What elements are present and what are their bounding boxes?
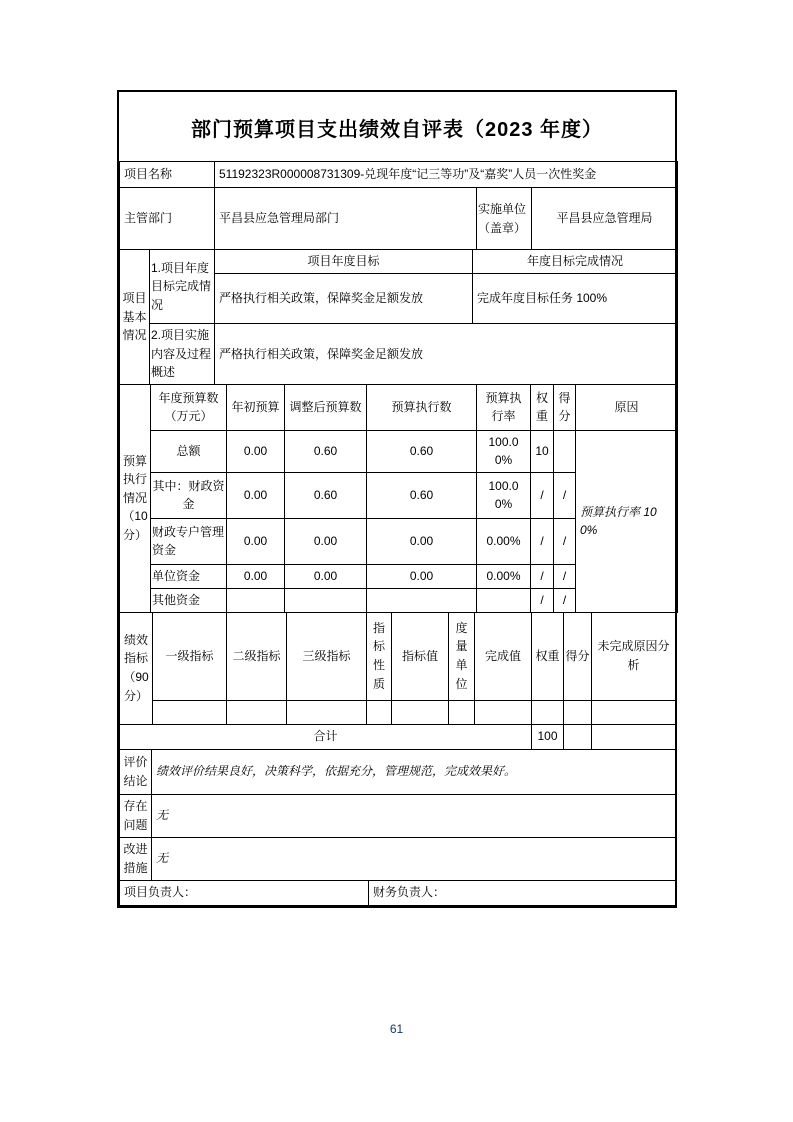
perf-empty-cell [392,700,449,724]
budget-cell [477,588,531,612]
perf-empty-cell [287,700,367,724]
table-row [120,749,676,794]
goal-header-cell: 项目年度目标 [215,250,473,274]
budget-cell: / [554,588,576,612]
budget-cell: 10 [531,430,554,472]
budget-header-executed: 预算执行数 [367,384,477,430]
budget-cell: 100.00% [477,430,531,472]
unit-label-cell: 实施单位 （盖章） [477,188,532,250]
budget-cell [285,588,367,612]
budget-reason-cell: 预算执行率 100% [576,430,678,612]
budget-cell: / [554,472,576,518]
table-row [120,162,678,188]
budget-cell: 0.00 [367,518,477,564]
perf-header-level1: 一级指标 [153,612,227,700]
table-row [120,188,678,250]
budget-header-reason: 原因 [576,384,678,430]
budget-row-label: 单位资金 [151,564,227,588]
measures-text-cell: 无 [152,837,676,880]
budget-cell: / [531,564,554,588]
budget-cell [554,430,576,472]
perf-header-level3: 三级指标 [287,612,367,700]
total-reason-cell [592,724,676,749]
signature-table [119,880,676,906]
unit-value-cell: 平昌县应急管理局 [532,188,678,250]
measures-label-cell: 改进措施 [120,837,152,880]
perf-empty-cell [532,700,564,724]
budget-cell: 100.00% [477,472,531,518]
budget-header-score: 得分 [554,384,576,430]
budget-cell: 0.00 [367,564,477,588]
signature-row [120,880,676,905]
perf-empty-cell [367,700,392,724]
project-leader-cell: 项目负责人： [120,880,369,905]
perf-header-value: 指标值 [392,612,449,700]
budget-header-weight: 权重 [531,384,554,430]
budget-cell: 0.00% [477,564,531,588]
conclusion-label-cell: 评价结论 [120,749,152,794]
project-name-label-cell: 项目名称 [120,162,215,188]
problems-text-cell: 无 [152,794,676,837]
total-weight-cell: 100 [532,724,564,749]
basic-row2-label-cell: 2.项目实施内容及过程概述 [150,324,215,385]
dept-value-cell: 平昌县应急管理局部门 [215,188,477,250]
perf-header-weight: 权重 [532,612,564,700]
budget-cell: 0.00 [285,564,367,588]
budget-cell: / [531,518,554,564]
total-table [119,724,676,750]
budget-cell: 0.60 [367,430,477,472]
perf-empty-cell [449,700,475,724]
self-evaluation-table [117,90,677,908]
table-row [120,250,678,274]
budget-header-adjusted: 调整后预算数 [285,384,367,430]
total-row [120,724,676,749]
perf-empty-cell [475,700,532,724]
summary-table [119,749,676,881]
budget-row-label: 其他资金 [151,588,227,612]
perf-empty-cell [564,700,592,724]
total-label-cell: 合计 [120,724,532,749]
budget-cell: / [531,588,554,612]
perf-empty-cell [592,700,676,724]
total-score-cell [564,724,592,749]
budget-cell: / [554,518,576,564]
budget-cell: 0.00% [477,518,531,564]
goal-value-cell: 严格执行相关政策，保障奖金足额发放 [215,274,473,324]
perf-header-level2: 二级指标 [227,612,287,700]
budget-header-rate: 预算执行率 [477,384,531,430]
table-row [120,837,676,880]
perf-empty-cell [227,700,287,724]
budget-row-label: 总额 [151,430,227,472]
budget-table [119,384,678,613]
budget-cell: 0.60 [285,472,367,518]
budget-row [120,430,678,472]
budget-cell: 0.00 [227,564,285,588]
finance-leader-cell: 财务负责人： [369,880,676,905]
perf-header-unit: 度量单位 [449,612,475,700]
conclusion-text-cell: 绩效评价结果良好，决策科学，依据充分，管理规范，完成效果好。 [152,749,676,794]
budget-cell: 0.60 [367,472,477,518]
budget-cell [227,588,285,612]
performance-empty-row [120,700,676,724]
basic-section-label-cell: 项目基本情况 [120,250,150,385]
budget-header-annual: 年度预算数（万元） [151,384,227,430]
budget-row-label: 财政专户管理资金 [151,518,227,564]
table-row [120,794,676,837]
project-name-value-cell: 51192323R000008731309-兑现年度“记三等功”及“嘉奖”人员一次性奖金 [215,162,678,188]
performance-header-row [120,612,676,700]
perf-section-label-cell: 绩效指标（90分） [120,612,153,724]
perf-header-completion: 完成值 [475,612,532,700]
table-title: 部门预算项目支出绩效自评表（2023 年度） [190,118,604,141]
budget-cell: / [554,564,576,588]
perf-empty-cell [153,700,227,724]
problems-label-cell: 存在问题 [120,794,152,837]
info-table [119,161,678,250]
table-row [120,324,678,385]
budget-row-label: 其中：财政资金 [151,472,227,518]
page-number: 61 [389,1022,404,1036]
perf-header-score: 得分 [564,612,592,700]
dept-label-cell: 主管部门 [120,188,215,250]
budget-header-row [120,384,678,430]
implementation-value-cell: 严格执行相关政策，保障奖金足额发放 [215,324,678,385]
performance-table [119,612,676,725]
budget-cell: 0.00 [227,430,285,472]
budget-cell: / [531,472,554,518]
budget-cell: 0.60 [285,430,367,472]
perf-header-nature: 指标性质 [367,612,392,700]
budget-cell: 0.00 [227,518,285,564]
basic-info-table [119,249,678,385]
perf-header-reason: 未完成原因分析 [592,612,676,700]
budget-header-initial: 年初预算 [227,384,285,430]
budget-cell: 0.00 [285,518,367,564]
budget-section-label-cell: 预算执行情况（10分） [120,384,151,612]
basic-row1-label-cell: 1.项目年度目标完成情况 [150,250,215,324]
completion-value-cell: 完成年度目标任务 100% [473,274,678,324]
budget-cell [367,588,477,612]
budget-cell: 0.00 [227,472,285,518]
completion-header-cell: 年度目标完成情况 [473,250,678,274]
